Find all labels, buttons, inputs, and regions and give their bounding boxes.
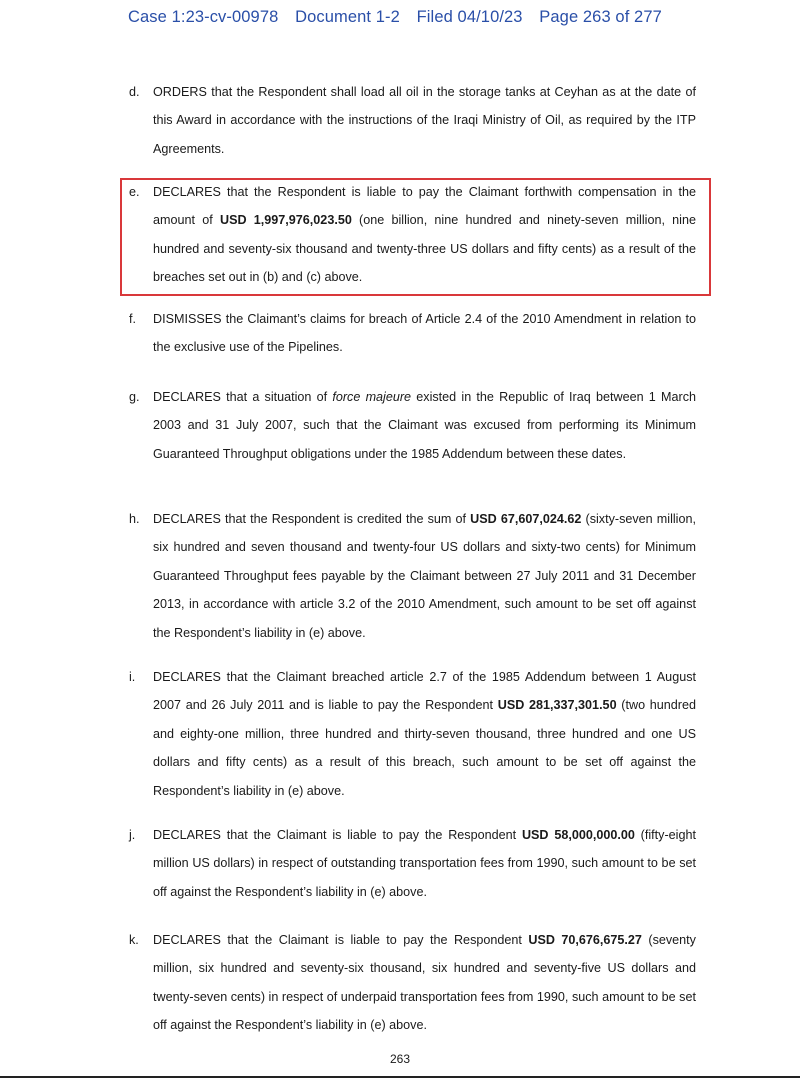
item-letter: k. xyxy=(129,933,139,947)
text-run: (seventy million, six hundred and seventy-six thousand, six hundred and seventy-five US dollars and twenty-seven cents) in respect of underpaid transportation fees from 1990, such amount to be set off against the Respondent’s liability in (e) above. xyxy=(153,933,696,1033)
text-run: (fifty-eight million US dollars) in respect of outstanding transportation fees from 1990, such amount to be set off against the Respondent’s liability in (e) above. xyxy=(153,828,696,899)
item-text xyxy=(153,305,696,362)
text-run: DECLARES that the Claimant breached article 2.7 of the 1985 Addendum between 1 August 2007 and 26 July 2011 and is liable to pay the Respondent xyxy=(153,670,696,713)
item-letter: e. xyxy=(129,185,140,199)
text-run: (two hundred and eighty-one million, three hundred and thirty-seven thousand, three hundred and one US dollars and fifty cents) as a result of this breach, such amount to be set off against the Respondent’s liability in (e) above. xyxy=(153,698,696,798)
court-filing-header xyxy=(0,8,800,27)
text-run: DISMISSES the Claimant’s claims for breach of Article 2.4 of the 2010 Amendment in relation to the exclusive use of the Pipelines. xyxy=(153,312,696,355)
item-text xyxy=(153,926,696,1040)
amount-bold: USD 58,000,000.00 xyxy=(521,828,635,842)
item-letter: d. xyxy=(129,85,140,99)
item-letter: h. xyxy=(129,512,140,526)
page-of-total: Page 263 of 277 xyxy=(539,8,662,26)
amount-bold: USD 1,997,976,023.50 xyxy=(219,213,352,228)
item-letter: g. xyxy=(129,390,140,404)
filed-date: Filed 04/10/23 xyxy=(416,8,523,26)
text-run: ORDERS that the Respondent shall load all oil in the storage tanks at Ceyhan as at the date of this Award in accordance with the instructions of the Iraqi Ministry of Oil, as required by the ITP Agreements. xyxy=(153,85,696,156)
text-run: DECLARES that a situation of xyxy=(153,390,333,404)
item-letter: f. xyxy=(129,312,136,326)
amount-bold: USD 281,337,301.50 xyxy=(497,698,617,713)
text-run: DECLARES that the Respondent is credited the sum of xyxy=(153,512,471,526)
text-run: (sixty-seven million, six hundred and seven thousand and twenty-four US dollars and sixty-two cents) for Minimum Guaranteed Throughput fees payable by the Claimant between 27 July 2011 and 31 December 2013, in accordance with article 3.2 of the 2010 Amendment, such amount to be set off against the Respondent’s liability in (e) above. xyxy=(153,512,696,640)
item-letter: j. xyxy=(129,828,136,842)
amount-bold: USD 67,607,024.62 xyxy=(470,512,582,526)
text-run: DECLARES that the Claimant is liable to pay the Respondent xyxy=(153,933,529,947)
page-number: 263 xyxy=(389,1052,411,1066)
document-number: Document 1-2 xyxy=(295,8,400,26)
item-text xyxy=(153,383,696,468)
case-number: Case 1:23-cv-00978 xyxy=(128,8,279,26)
text-run: DECLARES that the Claimant is liable to pay the Respondent xyxy=(153,828,522,842)
item-text xyxy=(153,505,696,647)
item-text xyxy=(153,821,696,906)
highlight-box xyxy=(120,178,711,296)
amount-bold: USD 70,676,675.27 xyxy=(528,933,642,947)
text-run: existed in the Republic of Iraq between 1 March 2003 and 31 July 2007, such that the Claimant was excused from performing its Minimum Guaranteed Throughput obligations under the 1985 Addendum between these dates. xyxy=(153,390,696,461)
text-run: (one billion, nine hundred and ninety-seven million, nine hundred and seventy-six thousand and twenty-three US dollars and fifty cents) as a result of the breaches set out in (b) and (c) above. xyxy=(153,213,696,285)
bottom-rule xyxy=(0,1076,800,1078)
item-text xyxy=(153,78,696,163)
item-text xyxy=(153,663,696,805)
text-run: DECLARES that the Respondent is liable to pay the Claimant forthwith compensation in the amount of xyxy=(153,185,696,228)
italic-term: force majeure xyxy=(332,390,412,404)
item-letter: i. xyxy=(129,670,136,684)
